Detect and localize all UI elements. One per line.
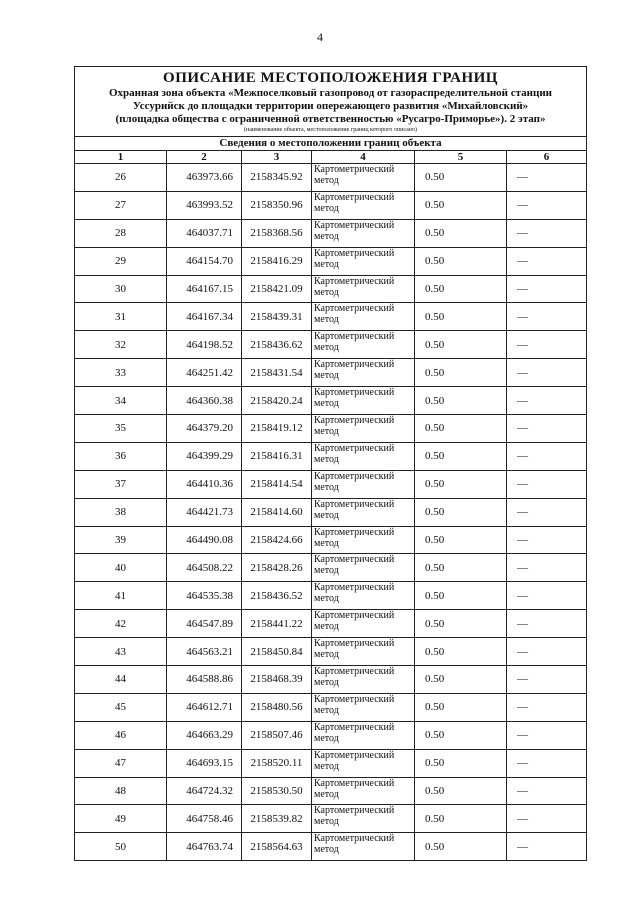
accuracy-value: 0.50 xyxy=(415,749,507,777)
x-coordinate: 464167.34 xyxy=(167,303,242,331)
point-description: — xyxy=(507,415,587,443)
determination-method: Картометрический метод xyxy=(312,777,415,805)
point-description: — xyxy=(507,387,587,415)
accuracy-value: 0.50 xyxy=(415,666,507,694)
point-number: 40 xyxy=(75,554,167,582)
y-coordinate: 2158480.56 xyxy=(242,693,312,721)
table-row xyxy=(75,805,587,833)
y-coordinate: 2158414.54 xyxy=(242,470,312,498)
determination-method: Картометрический метод xyxy=(312,415,415,443)
accuracy-value: 0.50 xyxy=(415,721,507,749)
determination-method: Картометрический метод xyxy=(312,275,415,303)
accuracy-value: 0.50 xyxy=(415,638,507,666)
point-number: 46 xyxy=(75,721,167,749)
page-number: 4 xyxy=(317,30,323,44)
point-number: 39 xyxy=(75,526,167,554)
accuracy-value: 0.50 xyxy=(415,610,507,638)
point-number: 38 xyxy=(75,498,167,526)
accuracy-value: 0.50 xyxy=(415,833,507,861)
y-coordinate: 2158450.84 xyxy=(242,638,312,666)
point-number: 32 xyxy=(75,331,167,359)
point-description: — xyxy=(507,303,587,331)
table-body xyxy=(75,67,587,861)
y-coordinate: 2158507.46 xyxy=(242,721,312,749)
table-row xyxy=(75,721,587,749)
x-coordinate: 464251.42 xyxy=(167,359,242,387)
determination-method: Картометрический метод xyxy=(312,191,415,219)
table-row xyxy=(75,777,587,805)
y-coordinate: 2158441.22 xyxy=(242,610,312,638)
determination-method: Картометрический метод xyxy=(312,693,415,721)
x-coordinate: 464410.36 xyxy=(167,470,242,498)
accuracy-value: 0.50 xyxy=(415,164,507,192)
determination-method: Картометрический метод xyxy=(312,387,415,415)
x-coordinate: 464360.38 xyxy=(167,387,242,415)
y-coordinate: 2158421.09 xyxy=(242,275,312,303)
table-row xyxy=(75,526,587,554)
table-row xyxy=(75,638,587,666)
determination-method: Картометрический метод xyxy=(312,331,415,359)
accuracy-value: 0.50 xyxy=(415,693,507,721)
accuracy-value: 0.50 xyxy=(415,470,507,498)
header-row xyxy=(75,67,587,137)
determination-method: Картометрический метод xyxy=(312,498,415,526)
determination-method: Картометрический метод xyxy=(312,638,415,666)
x-coordinate: 464563.21 xyxy=(167,638,242,666)
accuracy-value: 0.50 xyxy=(415,191,507,219)
x-coordinate: 464037.71 xyxy=(167,219,242,247)
y-coordinate: 2158420.24 xyxy=(242,387,312,415)
point-description: — xyxy=(507,164,587,192)
document-title: ОПИСАНИЕ МЕСТОПОЛОЖЕНИЯ ГРАНИЦ xyxy=(163,70,498,86)
y-coordinate: 2158416.31 xyxy=(242,442,312,470)
determination-method: Картометрический метод xyxy=(312,470,415,498)
column-number: 4 xyxy=(312,151,415,164)
x-coordinate: 464399.29 xyxy=(167,442,242,470)
determination-method: Картометрический метод xyxy=(312,442,415,470)
x-coordinate: 464379.20 xyxy=(167,415,242,443)
column-number: 5 xyxy=(415,151,507,164)
determination-method: Картометрический метод xyxy=(312,721,415,749)
determination-method: Картометрический метод xyxy=(312,749,415,777)
determination-method: Картометрический метод xyxy=(312,526,415,554)
x-coordinate: 464724.32 xyxy=(167,777,242,805)
y-coordinate: 2158468.39 xyxy=(242,666,312,694)
determination-method: Картометрический метод xyxy=(312,666,415,694)
accuracy-value: 0.50 xyxy=(415,805,507,833)
y-coordinate: 2158416.29 xyxy=(242,247,312,275)
table-row xyxy=(75,498,587,526)
point-number: 43 xyxy=(75,638,167,666)
x-coordinate: 464758.46 xyxy=(167,805,242,833)
x-coordinate: 464198.52 xyxy=(167,331,242,359)
accuracy-value: 0.50 xyxy=(415,359,507,387)
point-description: — xyxy=(507,191,587,219)
column-number: 1 xyxy=(75,151,167,164)
column-number: 2 xyxy=(167,151,242,164)
point-number: 35 xyxy=(75,415,167,443)
point-description: — xyxy=(507,331,587,359)
table-row xyxy=(75,359,587,387)
table-row xyxy=(75,582,587,610)
boundary-table xyxy=(74,66,587,861)
point-number: 30 xyxy=(75,275,167,303)
header-cell xyxy=(75,67,587,137)
point-number: 47 xyxy=(75,749,167,777)
accuracy-value: 0.50 xyxy=(415,526,507,554)
point-number: 28 xyxy=(75,219,167,247)
column-number: 3 xyxy=(242,151,312,164)
table-row xyxy=(75,749,587,777)
determination-method: Картометрический метод xyxy=(312,164,415,192)
y-coordinate: 2158530.50 xyxy=(242,777,312,805)
column-number-row xyxy=(75,151,587,164)
y-coordinate: 2158368.56 xyxy=(242,219,312,247)
determination-method: Картометрический метод xyxy=(312,303,415,331)
point-number: 44 xyxy=(75,666,167,694)
y-coordinate: 2158424.66 xyxy=(242,526,312,554)
table-row xyxy=(75,415,587,443)
section-title: Сведения о местоположении границ объекта xyxy=(75,137,587,151)
y-coordinate: 2158564.63 xyxy=(242,833,312,861)
table-row xyxy=(75,219,587,247)
point-description: — xyxy=(507,666,587,694)
point-description: — xyxy=(507,442,587,470)
point-number: 26 xyxy=(75,164,167,192)
determination-method: Картометрический метод xyxy=(312,359,415,387)
point-description: — xyxy=(507,275,587,303)
point-description: — xyxy=(507,526,587,554)
point-description: — xyxy=(507,219,587,247)
accuracy-value: 0.50 xyxy=(415,331,507,359)
point-description: — xyxy=(507,498,587,526)
y-coordinate: 2158539.82 xyxy=(242,805,312,833)
x-coordinate: 464490.08 xyxy=(167,526,242,554)
point-number: 49 xyxy=(75,805,167,833)
point-number: 50 xyxy=(75,833,167,861)
y-coordinate: 2158345.92 xyxy=(242,164,312,192)
point-number: 37 xyxy=(75,470,167,498)
point-number: 36 xyxy=(75,442,167,470)
object-name-line-3: (площадка общества с ограниченной ответственностью «Русагро-Приморье»). 2 этап» xyxy=(115,113,546,125)
x-coordinate: 464508.22 xyxy=(167,554,242,582)
accuracy-value: 0.50 xyxy=(415,582,507,610)
point-description: — xyxy=(507,470,587,498)
point-description: — xyxy=(507,777,587,805)
point-description: — xyxy=(507,721,587,749)
accuracy-value: 0.50 xyxy=(415,777,507,805)
point-description: — xyxy=(507,805,587,833)
point-description: — xyxy=(507,638,587,666)
x-coordinate: 464763.74 xyxy=(167,833,242,861)
point-description: — xyxy=(507,554,587,582)
x-coordinate: 464663.29 xyxy=(167,721,242,749)
determination-method: Картометрический метод xyxy=(312,833,415,861)
table-row xyxy=(75,164,587,192)
y-coordinate: 2158419.12 xyxy=(242,415,312,443)
y-coordinate: 2158431.54 xyxy=(242,359,312,387)
y-coordinate: 2158436.52 xyxy=(242,582,312,610)
point-number: 31 xyxy=(75,303,167,331)
column-number: 6 xyxy=(507,151,587,164)
point-number: 48 xyxy=(75,777,167,805)
table-row xyxy=(75,442,587,470)
point-number: 42 xyxy=(75,610,167,638)
table-row xyxy=(75,833,587,861)
accuracy-value: 0.50 xyxy=(415,554,507,582)
accuracy-value: 0.50 xyxy=(415,498,507,526)
table-row xyxy=(75,693,587,721)
x-coordinate: 464167.15 xyxy=(167,275,242,303)
point-description: — xyxy=(507,833,587,861)
section-title-row xyxy=(75,137,587,151)
x-coordinate: 463973.66 xyxy=(167,164,242,192)
accuracy-value: 0.50 xyxy=(415,219,507,247)
point-number: 29 xyxy=(75,247,167,275)
point-description: — xyxy=(507,749,587,777)
y-coordinate: 2158414.60 xyxy=(242,498,312,526)
table-row xyxy=(75,554,587,582)
x-coordinate: 463993.52 xyxy=(167,191,242,219)
accuracy-value: 0.50 xyxy=(415,387,507,415)
accuracy-value: 0.50 xyxy=(415,275,507,303)
determination-method: Картометрический метод xyxy=(312,219,415,247)
point-number: 34 xyxy=(75,387,167,415)
x-coordinate: 464535.38 xyxy=(167,582,242,610)
table-row xyxy=(75,470,587,498)
object-name-caption: (наименование объекта, местоположение границ которого описано) xyxy=(244,127,417,133)
y-coordinate: 2158350.96 xyxy=(242,191,312,219)
point-description: — xyxy=(507,610,587,638)
table-row xyxy=(75,666,587,694)
x-coordinate: 464421.73 xyxy=(167,498,242,526)
x-coordinate: 464693.15 xyxy=(167,749,242,777)
table-row xyxy=(75,303,587,331)
x-coordinate: 464154.70 xyxy=(167,247,242,275)
x-coordinate: 464547.89 xyxy=(167,610,242,638)
determination-method: Картометрический метод xyxy=(312,610,415,638)
point-number: 45 xyxy=(75,693,167,721)
accuracy-value: 0.50 xyxy=(415,247,507,275)
point-description: — xyxy=(507,582,587,610)
object-name-line-2: Уссурийск до площадки территории опережающего развития «Михайловский» xyxy=(132,100,529,112)
table-row xyxy=(75,331,587,359)
point-number: 27 xyxy=(75,191,167,219)
x-coordinate: 464612.71 xyxy=(167,693,242,721)
table-row xyxy=(75,610,587,638)
accuracy-value: 0.50 xyxy=(415,303,507,331)
table-row xyxy=(75,387,587,415)
accuracy-value: 0.50 xyxy=(415,442,507,470)
y-coordinate: 2158428.26 xyxy=(242,554,312,582)
point-description: — xyxy=(507,359,587,387)
point-description: — xyxy=(507,247,587,275)
point-number: 41 xyxy=(75,582,167,610)
y-coordinate: 2158439.31 xyxy=(242,303,312,331)
table-row xyxy=(75,275,587,303)
determination-method: Картометрический метод xyxy=(312,247,415,275)
y-coordinate: 2158436.62 xyxy=(242,331,312,359)
determination-method: Картометрический метод xyxy=(312,582,415,610)
determination-method: Картометрический метод xyxy=(312,554,415,582)
object-name-line-1: Охранная зона объекта «Межпоселковый газопровод от газораспределительной станции xyxy=(108,87,553,99)
table-row xyxy=(75,191,587,219)
point-number: 33 xyxy=(75,359,167,387)
x-coordinate: 464588.86 xyxy=(167,666,242,694)
accuracy-value: 0.50 xyxy=(415,415,507,443)
point-description: — xyxy=(507,693,587,721)
y-coordinate: 2158520.11 xyxy=(242,749,312,777)
table-row xyxy=(75,247,587,275)
determination-method: Картометрический метод xyxy=(312,805,415,833)
